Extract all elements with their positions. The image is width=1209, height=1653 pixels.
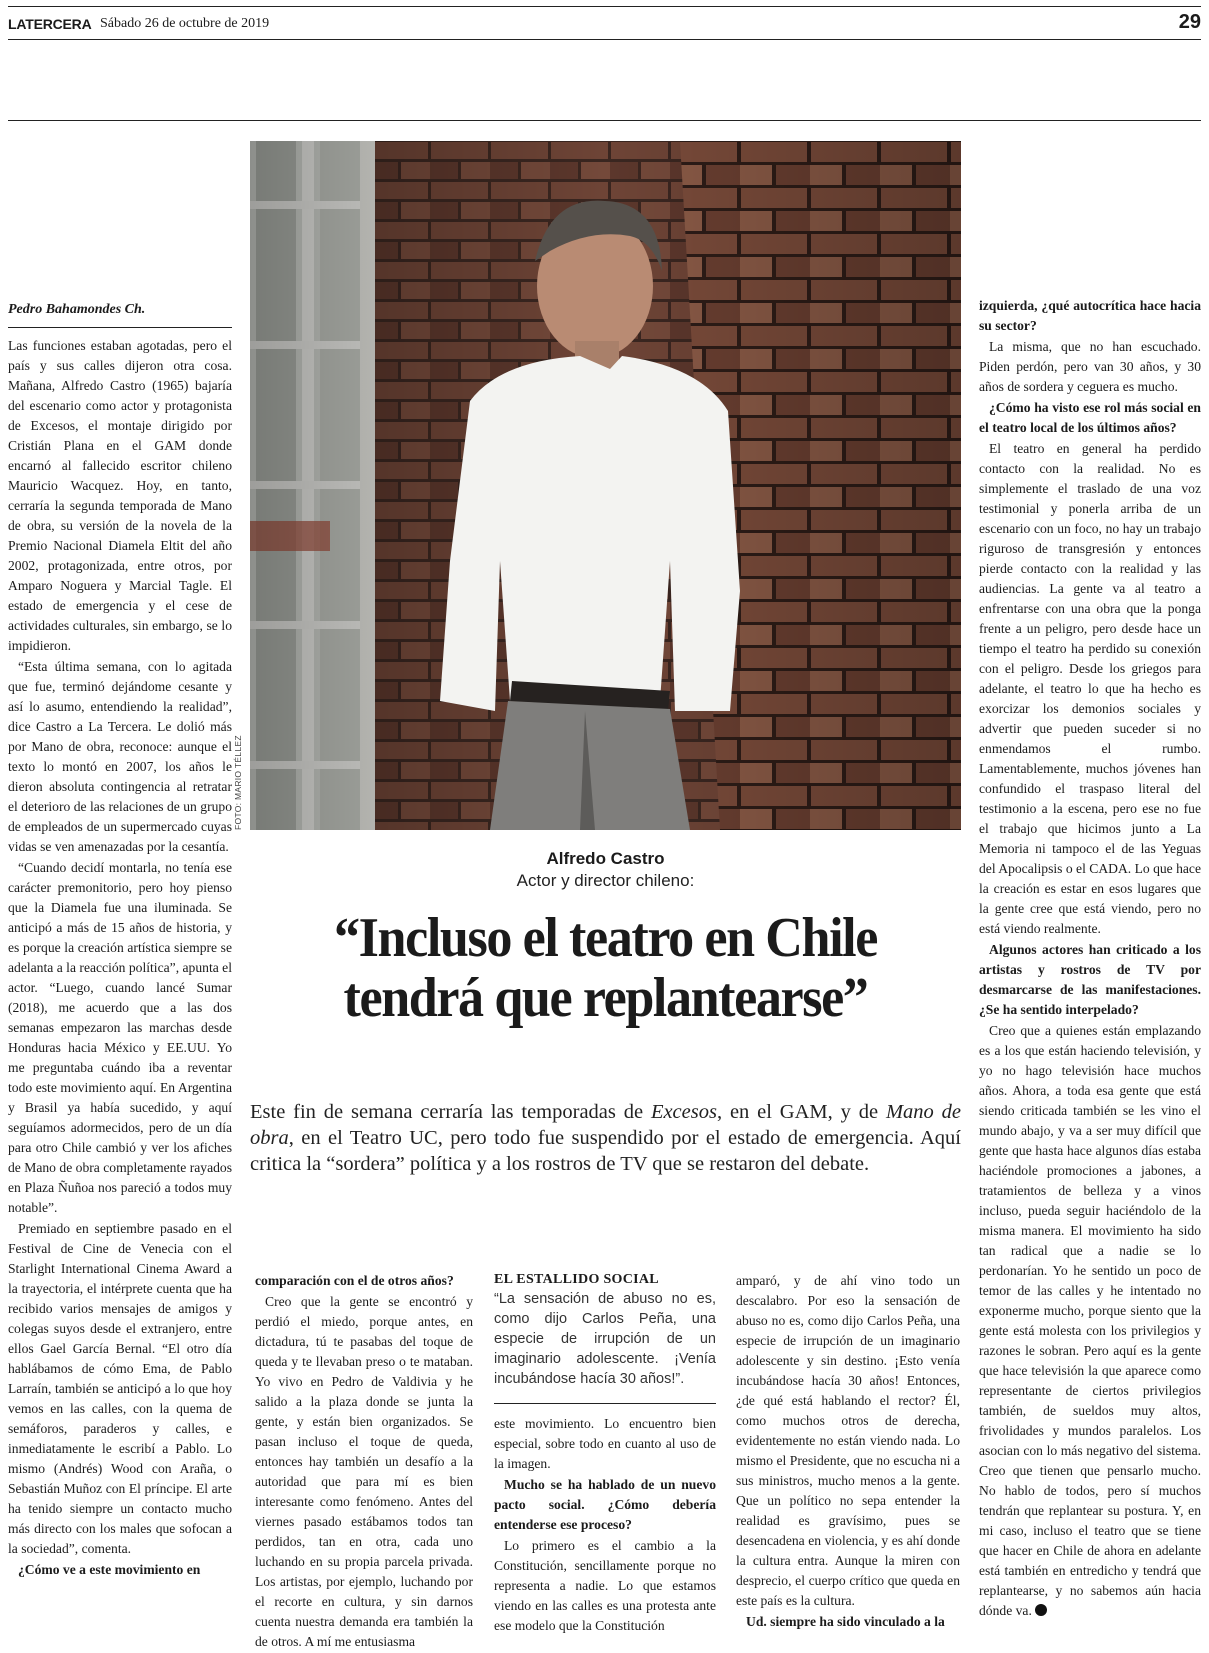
interviewee-label	[250, 848, 961, 892]
section-divider	[8, 120, 1201, 121]
interview-question: Ud. siempre ha sido vinculado a la	[746, 1614, 945, 1629]
portrait-photo	[250, 141, 961, 830]
paragraph: Creo que la gente se encontró y perdió el miedo, porque antes, en dictadura, tú te pasabas del toque de queda y te llevaban preso o te mataban. Yo vivo en Pedro de Valdivia y he salido a la plaza donde se junta la gente, y están bien organizados. Se pasan incluso el toque de queda, entonces hay también un desafío a la autoridad que para mí es bien interesante como fenómeno. Antes del viernes pasado estábamos todos tan perdidos, tan en otra, cada uno luchando en su propia parcela privada. Los artistas, por ejemplo, luchando por el recorte en cultura, y sin darnos cuenta nuestra demanda era también la de otros. A mí me entusiasma	[255, 1294, 473, 1649]
interview-question: comparación con el de otros años?	[255, 1273, 454, 1288]
headline-line-1: “Incluso el teatro en Chile	[334, 907, 877, 969]
deck-summary: Este fin de semana cerraría las temporadas de Excesos, en el GAM, y de Mano de obra, en el Teatro UC, pero todo fue suspendido por el estado de emergencia. Aquí critica la “sordera” política y a los rostros de TV que se restaron del debate.	[250, 1101, 961, 1175]
interview-question: ¿Cómo ve a este movimiento en	[18, 1562, 201, 1577]
article-column-1	[8, 301, 232, 1581]
paragraph: El teatro en general ha perdido contacto con la realidad. No es simplemente el traslado de una voz testimonial y ponerla arriba de un escenario con un foco, no hay un trabajo riguroso de transgresión y entonces pierde contacto con la realidad y las audiencias. La gente va al teatro a enfrentarse con una obra que la ponga frente a un peligro, pero desde hace un tiempo el teatro ha perdido su conexión con el peligro. Desde los griegos para adelante, el teatro lo que ha hecho es exorcizar los demonios sociales y advertir que pueden suceder si no enmendamos el rumbo. Lamentablemente, muchos jóvenes han confundido el traspaso literal del testimonio a la escena, pero ese no fue el trabajo que hicimos junto a La Memoria ni tampoco el de las Yeguas del Apocalipsis o el CADA. Lo que hace la creación es estar en esos lugares que la gente cree que está viendo, pero no está viendo realmente.	[979, 441, 1201, 936]
newspaper-brand: LATERCERA	[8, 16, 92, 32]
sidebar-heading: EL ESTALLIDO SOCIAL	[494, 1272, 659, 1287]
pull-quote: “La sensación de abuso no es, como dijo Carlos Peña, una especie de irrupción de un imaginario adolescente. ¡Venía incubándose hacía 30 años!”.	[494, 1289, 716, 1404]
paragraph: “Esta última semana, con lo agitada que fue, terminó dejándome cesante y así lo asumo, entendiendo la realidad”, dice Castro a La Tercera. Le dolió más por Mano de obra, reconoce: aunque el texto lo montó en 2007, los años le dieron absoluta contingencia al retratar el deterioro de las relaciones de un grupo de empleados de un supermercado cuyas vidas se ven amenazadas por la cesantía.	[8, 659, 232, 854]
end-of-article-icon	[1035, 1604, 1047, 1616]
paragraph: amparó, y de ahí vino todo un descalabro. Por eso la sensación de abuso no es, como dijo Carlos Peña, una especie de irrupción de un imaginario adolescente y sin destino. ¡Esto venía incubándose hacía 30 años! Entonces, ¿de qué está hablando el rector? Él, como muchos otros de derecha, evidentemente no están viendo nada. Lo mismo el Presidente, que no escucha ni a sus ministros, mucho menos a la gente. Que un político no sepa entender la realidad es gravísimo, pues se desencadena en violencia, y es ahí donde la cultura entra. Aunque la miren con desprecio, el cuerpo crítico que queda en este país es la cultura.	[736, 1273, 960, 1608]
page-number: 29	[1178, 11, 1201, 33]
interviewee-name: Alfredo Castro	[546, 849, 665, 868]
paragraph: “Cuando decidí montarla, no tenía ese carácter premonitorio, pero hoy pienso que la Diamela fue una iluminada. Se anticipó a más de 15 años de historia, y es porque la creación artística siempre se adelanta a la reacción política”, apunta el actor. “Luego, cuando lancé Sumar (2018), me acuerdo que a las dos semanas empezaron las marchas desde Honduras hacia México y EE.UU. Yo me preguntaba cuándo iba a reventar todo este movimiento aquí. En Argentina y Brasil ya había sucedido, y aquí seguíamos adormecidos, pero de un día para otro Chile cambió y ver los afiches de Mano de obra completamente rayados en Plaza Ñuñoa nos pareció a todos muy notable”.	[8, 860, 232, 1215]
photo-credit: FOTO: MARIO TÉLLEZ	[233, 735, 243, 830]
article-column-4	[736, 1271, 960, 1633]
byline: Pedro Bahamondes Ch.	[8, 301, 232, 328]
interview-question: ¿Cómo ha visto ese rol más social en el teatro local de los últimos años?	[979, 400, 1201, 435]
paragraph: Creo que a quienes están emplazando es a los que están haciendo televisión, y yo no hago televisión hace muchos años. Ahora, a toda esa gente que está siendo criticada también se les vino el mundo abajo, y va a ser muy difícil que gente que hasta hace algunos días estaba haciéndole promociones a jabones, a tratamientos de belleza y a vinos incluso, pueda seguir haciéndolo de la misma manera. El movimiento ha sido tan radical que a nadie se lo perdonarían. Yo he sentido un poco de temor de las calles y he intentado no exponerme mucho, porque siento que la gente está molesta con los privilegios y razones le sobran. Pero aquí es la gente que hace televisión la que aparece como representante de ciertos privilegios también, de sueldos muy altos, frivolidades y mundos paralelos. Los asocian con lo más negativo del sistema. Creo que tienen que pensarlo mucho. No hablo de todos, pero sí muchos tendrán que replantear su postura. Y, en mi caso, incluso el teatro que se tiene que hacer en Chile de ahora en adelante está también en entredicho y tendrá que replantearse, y no sabemos aún hacia dónde va.	[979, 1023, 1201, 1618]
interview-question: Algunos actores han criticado a los artistas y rostros de TV por desmarcarse de las manifestaciones. ¿Se ha sentido interpelado?	[979, 942, 1201, 1017]
paragraph: Premiado en septiembre pasado en el Festival de Cine de Venecia con el Starlight International Cinema Award a la trayectoria, el intérprete cuenta que ha recibido varios mensajes de amigos y colegas suyos desde el extranjero, entre ellos Gael García Bernal. “El otro día hablábamos de cómo Ema, de Pablo Larraín, también se anticipó a lo que hoy vemos en las calles, con la quema de semáforos, paraderos y calles, e inmediatamente le escribí a Pablo. Lo mismo (Andrés) Wood con Araña, o Sebastián Muñoz con El príncipe. El arte ha tenido siempre un contacto mucho más directo con los males que sofocan a la sociedad”, comenta.	[8, 1221, 232, 1556]
headline-line-2: tendrá que replantearse”	[343, 967, 868, 1029]
paragraph: La misma, que no han escuchado. Piden perdón, pero van 30 años, y 30 años de sordera y ceguera es mucho.	[979, 339, 1201, 394]
interview-question: Mucho se ha hablado de un nuevo pacto social. ¿Cómo debería entenderse ese proceso?	[494, 1477, 716, 1532]
paragraph: este movimiento. Lo encuentro bien especial, sobre todo en cuanto al uso de la imagen.	[494, 1416, 716, 1471]
page-header	[8, 6, 1201, 40]
paragraph: Las funciones estaban agotadas, pero el país y sus calles dijeron otra cosa. Mañana, Alfredo Castro (1965) bajaría del escenario como actor y protagonista de Excesos, el montaje dirigido por Cristián Plana en el GAM donde encarnó al fallecido escritor chileno Mauricio Wacquez. Hoy, en tanto, cerraría la segunda temporada de Mano de obra, su versión de la novela de la Premio Nacional Diamela Eltit del año 2002, protagonizada, entre otros, por Amparo Noguera y Marcial Tagle. El estado de emergencia y el cese de actividades culturales, sin embargo, se lo impidieron.	[8, 338, 232, 653]
interviewee-role: Actor y director chileno:	[516, 871, 695, 890]
article-column-5	[979, 296, 1201, 1622]
article-column-3	[494, 1271, 716, 1637]
headline	[275, 908, 936, 1028]
interview-question: izquierda, ¿qué autocrítica hace hacia su sector?	[979, 298, 1201, 333]
issue-date: Sábado 26 de octubre de 2019	[100, 16, 270, 31]
article-column-2	[255, 1271, 473, 1653]
paragraph: Lo primero es el cambio a la Constitución, sencillamente porque no representa a nadie. Lo que estamos viendo en las calles es una protesta ante ese modelo que la Constitución	[494, 1538, 716, 1633]
